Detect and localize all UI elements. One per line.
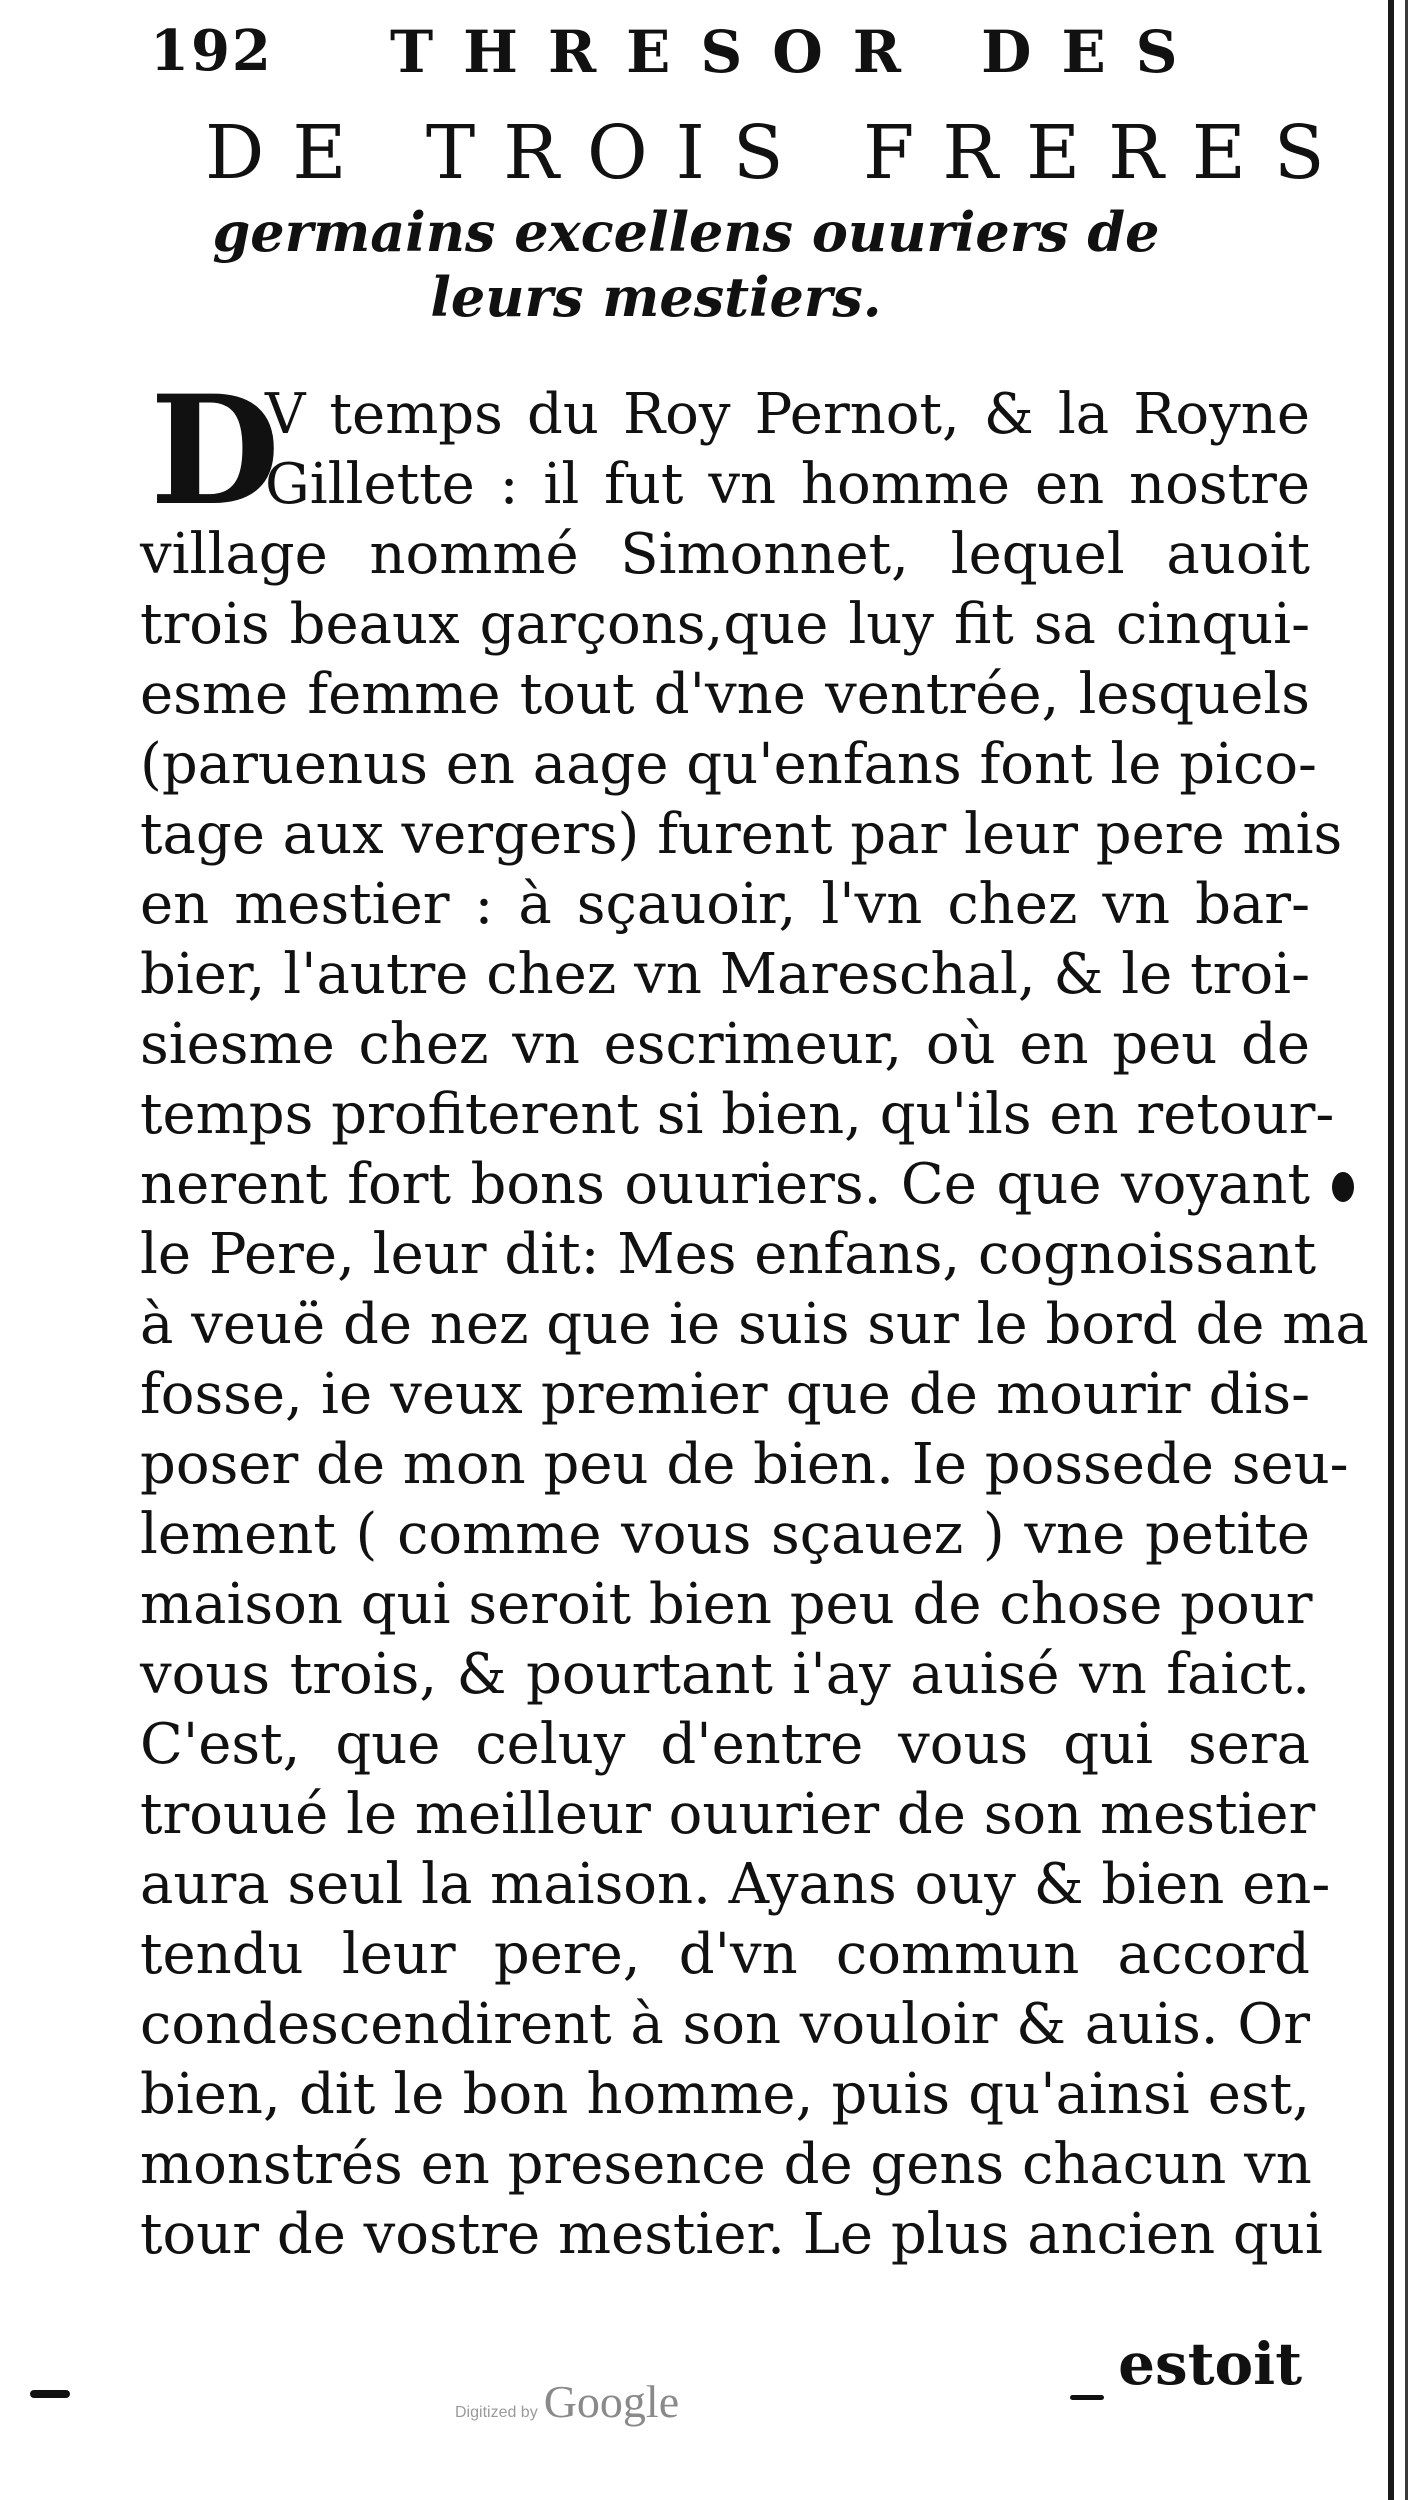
ink-blot: [30, 2390, 70, 2398]
text-line: tage aux vergers) furent par leur pere mis: [140, 802, 1343, 867]
catchword: estoit: [1118, 2330, 1302, 2398]
text-line: esme femme tout d'vne ventrée, lesquels: [140, 662, 1310, 727]
text-line: village nommé Simonnet, lequel auoit: [140, 522, 1310, 587]
text-line: bier, l'autre chez vn Mareschal, & le troi-: [140, 942, 1310, 1007]
text-line: vous trois, & pourtant i'ay auisé vn faict.: [140, 1642, 1310, 1707]
text-line: trouué le meilleur ouurier de son mestier: [140, 1782, 1316, 1847]
text-line: siesme chez vn escrimeur, où en peu de: [140, 1012, 1310, 1077]
page-number: 192: [150, 18, 273, 84]
text-line: en mestier : à sçauoir, l'vn chez vn bar-: [140, 872, 1310, 937]
text-line: trois beaux garçons,que luy fit sa cinqui-: [140, 592, 1310, 657]
ink-blot: [1332, 1172, 1354, 1202]
digitized-watermark: [455, 2375, 679, 2428]
text-line: bien, dit le bon homme, puis qu'ainsi est,: [140, 2062, 1310, 2127]
text-line: le Pere, leur dit: Mes enfans, cognoissant: [140, 1222, 1317, 1287]
google-logo: Google: [543, 2376, 680, 2427]
page-edge-shadow-outer: [1405, 0, 1408, 2500]
chapter-title: DE TROIS FRERES: [205, 110, 1353, 196]
text-line: lement ( comme vous sçauez ) vne petite: [140, 1502, 1310, 1567]
text-line: nerent fort bons ouuriers. Ce que voyant: [140, 1152, 1310, 1217]
text-line: (paruenus en aage qu'enfans font le pico-: [140, 732, 1317, 797]
text-line: C'est, que celuy d'entre vous qui sera: [140, 1712, 1310, 1777]
running-title: THRESOR DES: [390, 18, 1208, 86]
text-line: tour de vostre mestier. Le plus ancien qui: [140, 2202, 1323, 2267]
page-edge-shadow: [1388, 0, 1394, 2500]
chapter-subtitle-line-1: germains excellens ouuriers de: [212, 200, 1160, 264]
text-line: monstrés en presence de gens chacun vn: [140, 2132, 1312, 2197]
text-line: condescendirent à son vouloir & auis. Or: [140, 1992, 1310, 2057]
body-text: [140, 363, 1369, 2270]
text-line: fosse, ie veux premier que de mourir dis-: [140, 1362, 1310, 1427]
watermark-prefix: Digitized by: [455, 2404, 538, 2421]
drop-cap: D: [150, 363, 281, 539]
text-line: Gillette : il fut vn homme en nostre: [265, 452, 1310, 517]
page-header: [150, 18, 1250, 88]
text-line: maison qui seroit bien peu de chose pour: [140, 1572, 1313, 1637]
text-line: tendu leur pere, d'vn commun accord: [140, 1922, 1310, 1987]
ink-blot: [1070, 2395, 1104, 2400]
text-line: à veuë de nez que ie suis sur le bord de ma: [140, 1292, 1369, 1357]
text-line: temps profiterent si bien, qu'ils en retour-: [140, 1082, 1335, 1147]
chapter-subtitle-line-2: leurs mestiers.: [430, 265, 882, 329]
text-line: poser de mon peu de bien. Ie possede seu-: [140, 1432, 1349, 1497]
text-line: aura seul la maison. Ayans ouy & bien en-: [140, 1852, 1331, 1917]
text-line: V temps du Roy Pernot, & la Royne: [265, 382, 1310, 447]
